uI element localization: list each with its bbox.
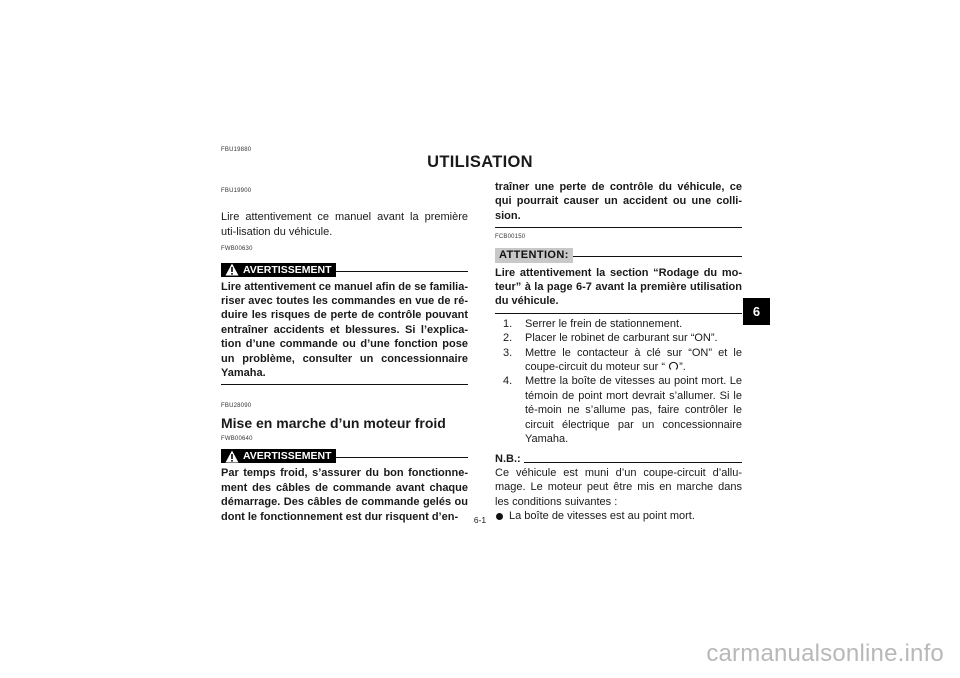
page-number: 6-1 bbox=[473, 515, 487, 525]
doc-code-header: FBU19880 bbox=[221, 147, 252, 153]
doc-code-warning1: FWB00630 bbox=[221, 246, 253, 253]
warning-text-1: Lire attentivement ce manuel afin de se familia-riser avec toutes les commandes en vue de ré-duire les risques de perte de contrôle pouvant entraîner accidents et blessures. Si l’explica-tion d’une commande ou d’une fonction pose un problème, consulter un concessionnaire Yamaha. bbox=[221, 280, 468, 380]
warning-header-1 bbox=[221, 260, 468, 276]
warning-triangle-icon bbox=[225, 450, 239, 463]
warning-label-1: AVERTISSEMENT bbox=[243, 263, 332, 276]
list-item: La boîte de vitesses est au point mort. bbox=[495, 509, 742, 523]
warning-end-rule-1 bbox=[221, 384, 468, 385]
list-item: 2. Placer le robinet de carburant sur “ON”. bbox=[503, 332, 718, 345]
warning-end-rule-2 bbox=[495, 227, 742, 228]
warning-triangle-icon bbox=[225, 263, 239, 276]
attention-header bbox=[495, 245, 742, 261]
right-column bbox=[495, 180, 742, 524]
list-item: 1. Serrer le frein de stationnement. bbox=[503, 317, 683, 330]
doc-code-attention: FCB00150 bbox=[495, 234, 526, 241]
chapter-tab: 6 bbox=[743, 298, 770, 325]
warning-header-2 bbox=[221, 446, 468, 462]
list-item: 4. Mettre la boîte de vitesses au point mort. Le témoin de point mort devrait s’allumer. Si le té-moin ne s’allume pas, faire contrôler le circuit électrique par un concessionnaire Yamaha. bbox=[503, 375, 742, 446]
left-column bbox=[221, 180, 468, 524]
engine-run-icon bbox=[668, 360, 679, 371]
doc-code-section: FBU28090 bbox=[221, 403, 252, 410]
section-heading: Mise en marche d’un moteur froid bbox=[221, 414, 446, 431]
attention-text: Lire attentivement la section “Rodage du mo-teur” à la page 6-7 avant la première utilisation du véhicule. bbox=[495, 266, 742, 308]
attention-end-rule bbox=[495, 313, 742, 314]
nb-label: N.B.: bbox=[495, 452, 521, 465]
doc-code-intro: FBU19900 bbox=[221, 188, 252, 194]
intro-paragraph: Lire attentivement ce manuel avant la première uti-lisation du véhicule. bbox=[221, 211, 468, 238]
warning-text-2: Par temps froid, s’assurer du bon fonctionne-ment des câbles de commande avant chaque démarrage. Des câbles de commande gelés ou dont le fonctionnement est dur risquent d’en- bbox=[221, 467, 468, 523]
page-title: UTILISATION bbox=[427, 153, 533, 171]
warning-badge-2 bbox=[221, 449, 336, 463]
warning-text-2-continued: traîner une perte de contrôle du véhicule, ce qui pourrait causer un accident ou une colli-sion. bbox=[495, 181, 742, 222]
nb-header bbox=[495, 452, 742, 466]
nb-text: Ce véhicule est muni d’un coupe-circuit d’allu-mage. Le moteur peut être mis en marche dans les conditions suivantes : bbox=[495, 466, 742, 508]
warning-label-2: AVERTISSEMENT bbox=[243, 450, 332, 463]
start-steps-list bbox=[495, 317, 742, 447]
watermark: carmanualsonline.info bbox=[706, 640, 944, 667]
list-item: 3. Mettre le contacteur à clé sur “ON” et le coupe-circuit du moteur sur “ ”. bbox=[503, 346, 742, 374]
step-3-text: Mettre le contacteur à clé sur “ON” et le coupe-circuit du moteur sur “ ”. bbox=[525, 346, 742, 374]
attention-badge: ATTENTION: bbox=[495, 248, 573, 263]
doc-code-warning2: FWB00640 bbox=[221, 435, 253, 442]
warning-badge-1 bbox=[221, 263, 336, 277]
